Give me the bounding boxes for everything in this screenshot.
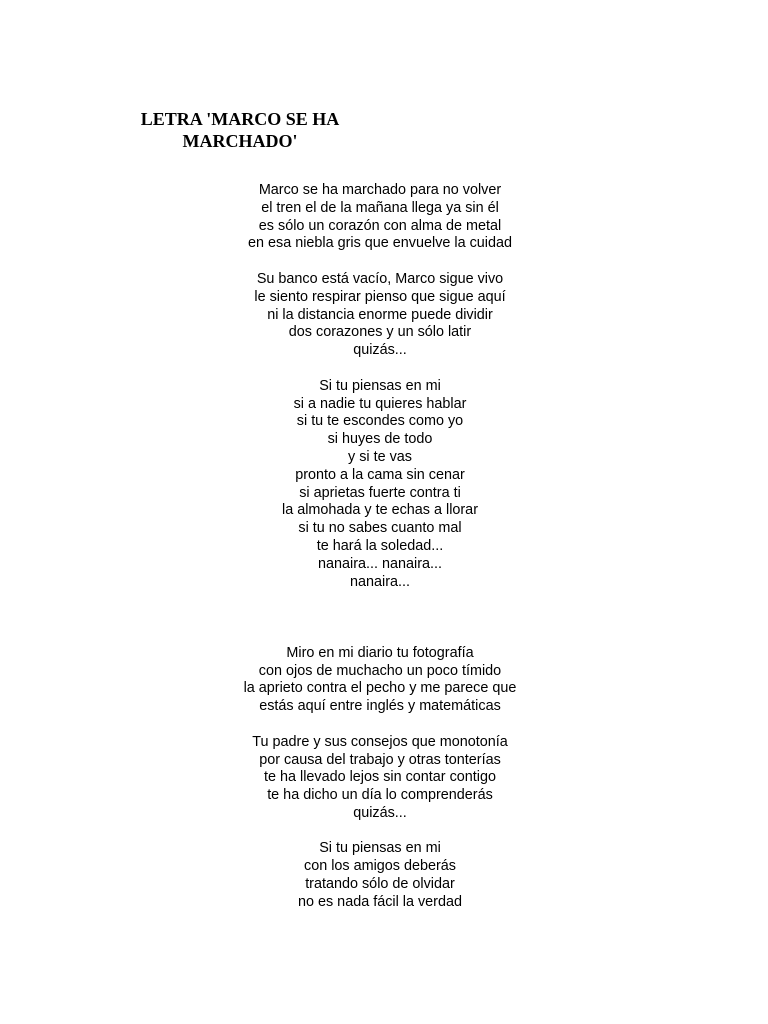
stanza-3 (180, 378, 580, 592)
lyric-line: si tu te escondes como yo (296, 413, 464, 430)
lyric-line: no es nada fácil la verdad (297, 893, 462, 910)
lyric-line: si tu no sabes cuanto mal (298, 520, 462, 537)
lyric-line: con ojos de muchacho un poco tímido (258, 662, 502, 679)
lyric-line: es sólo un corazón con alma de metal (258, 217, 502, 234)
lyric-line: te ha dicho un día lo comprenderás (267, 787, 493, 804)
lyric-line: Marco se ha marchado para no volver (258, 182, 502, 198)
stanza-5 (180, 734, 580, 823)
title-line: MARCHADO' (182, 131, 298, 151)
lyric-line: Su banco está vacío, Marco sigue vivo (256, 270, 504, 287)
lyric-line: y si te vas (348, 448, 412, 465)
lyric-line: Si tu piensas en mi (319, 840, 441, 857)
title-line: LETRA 'MARCO SE HA (140, 109, 340, 129)
lyric-line: quizás... (353, 342, 407, 359)
stanza-6 (180, 840, 580, 911)
lyric-line: tratando sólo de olvidar (305, 876, 455, 893)
lyric-line: la almohada y te echas a llorar (282, 502, 478, 519)
lyric-line: nanaira... (349, 573, 410, 590)
document-title (120, 108, 360, 152)
lyric-line: Si tu piensas en mi (319, 377, 441, 394)
lyric-line: la aprieto contra el pecho y me parece que (243, 680, 517, 697)
lyric-line: quizás... (353, 804, 407, 821)
stanza-2 (180, 271, 580, 360)
lyric-line: ni la distancia enorme puede dividir (267, 306, 493, 323)
stanza-gap (180, 253, 580, 271)
lyric-line: el tren el de la mañana llega ya sin él (261, 199, 499, 216)
section-gap (180, 591, 580, 644)
lyric-line: dos corazones y un sólo latir (288, 324, 472, 341)
lyric-line: en esa niebla gris que envuelve la cuidad (247, 235, 512, 252)
stanza-gap (180, 823, 580, 841)
lyric-line: si huyes de todo (327, 431, 433, 448)
lyric-line: te ha llevado lejos sin contar contigo (264, 769, 496, 786)
stanza-4 (180, 645, 580, 716)
lyric-line: estás aquí entre inglés y matemáticas (259, 698, 501, 715)
lyric-line: le siento respirar pienso que sigue aquí (254, 288, 506, 305)
stanza-1 (180, 182, 580, 253)
lyric-line: Miro en mi diario tu fotografía (286, 644, 474, 661)
stanza-gap (180, 716, 580, 734)
lyric-line: con los amigos deberás (304, 858, 456, 875)
lyric-line: pronto a la cama sin cenar (295, 466, 465, 483)
lyric-line: nanaira... nanaira... (318, 555, 442, 572)
stanza-gap (180, 360, 580, 378)
lyric-line: Tu padre y sus consejos que monotonía (252, 733, 508, 750)
lyrics-body (180, 182, 580, 912)
lyric-line: te hará la soledad... (316, 537, 444, 554)
lyric-line: por causa del trabajo y otras tonterías (259, 751, 501, 768)
lyric-line: si aprietas fuerte contra ti (299, 484, 461, 501)
lyric-line: si a nadie tu quieres hablar (293, 395, 467, 412)
